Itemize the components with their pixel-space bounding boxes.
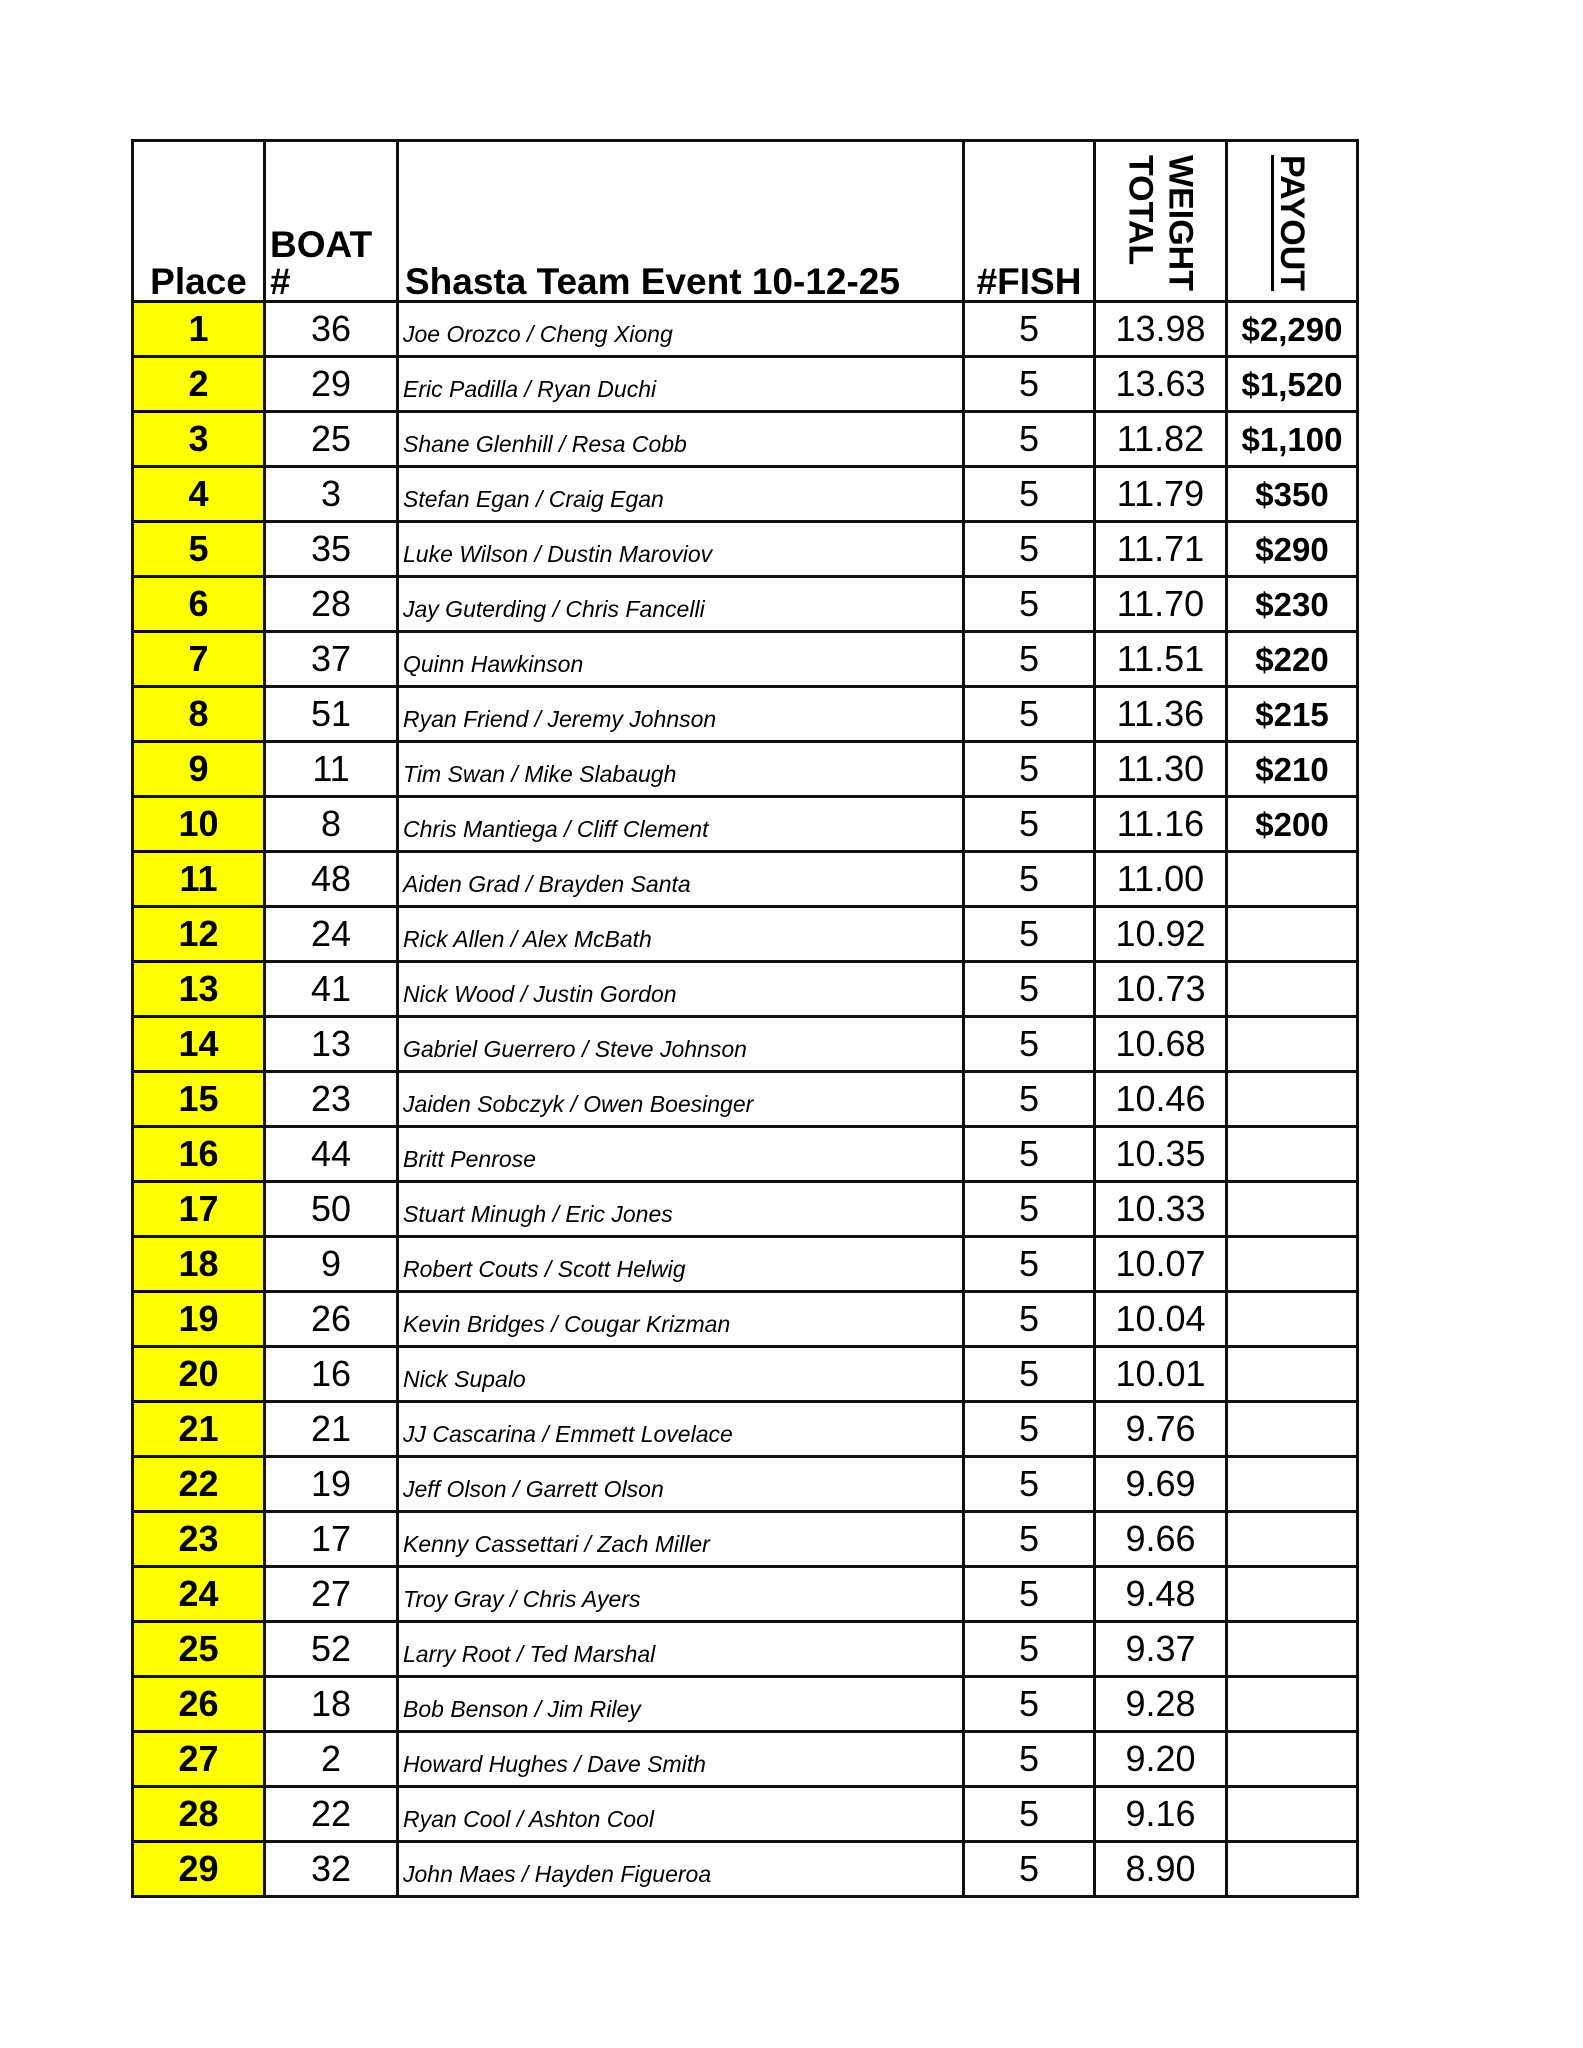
team-names-cell: Bob Benson / Jim Riley xyxy=(398,1677,964,1732)
place-cell: 21 xyxy=(133,1402,265,1457)
weight-total-cell: 11.79 xyxy=(1095,467,1227,522)
payout-cell: $220 xyxy=(1227,632,1358,687)
table-row xyxy=(133,302,1358,357)
boat-number-cell: 44 xyxy=(265,1127,398,1182)
place-cell: 6 xyxy=(133,577,265,632)
boat-number-cell: 2 xyxy=(265,1732,398,1787)
payout-cell xyxy=(1227,1182,1358,1237)
team-names-cell: JJ Cascarina / Emmett Lovelace xyxy=(398,1402,964,1457)
team-names-cell: Quinn Hawkinson xyxy=(398,632,964,687)
table-row xyxy=(133,577,1358,632)
table-row xyxy=(133,1072,1358,1127)
payout-cell: $210 xyxy=(1227,742,1358,797)
table-row xyxy=(133,632,1358,687)
boat-number-cell: 16 xyxy=(265,1347,398,1402)
fish-count-cell: 5 xyxy=(964,797,1095,852)
fish-count-cell: 5 xyxy=(964,1292,1095,1347)
team-names-cell: Aiden Grad / Brayden Santa xyxy=(398,852,964,907)
header-fish-count: #FISH xyxy=(964,141,1095,302)
boat-number-cell: 50 xyxy=(265,1182,398,1237)
team-names-cell: Tim Swan / Mike Slabaugh xyxy=(398,742,964,797)
payout-cell xyxy=(1227,1292,1358,1347)
place-cell: 25 xyxy=(133,1622,265,1677)
boat-number-cell: 11 xyxy=(265,742,398,797)
place-cell: 15 xyxy=(133,1072,265,1127)
weight-total-cell: 11.30 xyxy=(1095,742,1227,797)
payout-cell: $230 xyxy=(1227,577,1358,632)
fish-count-cell: 5 xyxy=(964,522,1095,577)
payout-cell: $2,290 xyxy=(1227,302,1358,357)
fish-count-cell: 5 xyxy=(964,1347,1095,1402)
place-cell: 11 xyxy=(133,852,265,907)
payout-cell: $200 xyxy=(1227,797,1358,852)
table-row xyxy=(133,357,1358,412)
team-names-cell: Luke Wilson / Dustin Maroviov xyxy=(398,522,964,577)
weight-total-cell: 10.73 xyxy=(1095,962,1227,1017)
team-names-cell: Joe Orozco / Cheng Xiong xyxy=(398,302,964,357)
team-names-cell: Stefan Egan / Craig Egan xyxy=(398,467,964,522)
boat-number-cell: 22 xyxy=(265,1787,398,1842)
weight-total-cell: 9.76 xyxy=(1095,1402,1227,1457)
boat-number-cell: 48 xyxy=(265,852,398,907)
place-cell: 5 xyxy=(133,522,265,577)
team-names-cell: Gabriel Guerrero / Steve Johnson xyxy=(398,1017,964,1072)
place-cell: 1 xyxy=(133,302,265,357)
fish-count-cell: 5 xyxy=(964,632,1095,687)
place-cell: 10 xyxy=(133,797,265,852)
team-names-cell: Howard Hughes / Dave Smith xyxy=(398,1732,964,1787)
team-names-cell: Chris Mantiega / Cliff Clement xyxy=(398,797,964,852)
header-event-title: Shasta Team Event 10-12-25 xyxy=(398,141,964,302)
table-row xyxy=(133,852,1358,907)
boat-number-cell: 36 xyxy=(265,302,398,357)
team-names-cell: Nick Supalo xyxy=(398,1347,964,1402)
boat-number-cell: 35 xyxy=(265,522,398,577)
fish-count-cell: 5 xyxy=(964,1017,1095,1072)
fish-count-cell: 5 xyxy=(964,1732,1095,1787)
payout-cell xyxy=(1227,1402,1358,1457)
header-payout-label: PAYOUT xyxy=(1273,154,1311,292)
table-row xyxy=(133,742,1358,797)
weight-total-cell: 11.70 xyxy=(1095,577,1227,632)
boat-number-cell: 52 xyxy=(265,1622,398,1677)
table-row xyxy=(133,1787,1358,1842)
boat-number-cell: 8 xyxy=(265,797,398,852)
weight-total-cell: 10.92 xyxy=(1095,907,1227,962)
weight-total-cell: 9.28 xyxy=(1095,1677,1227,1732)
payout-cell xyxy=(1227,907,1358,962)
place-cell: 12 xyxy=(133,907,265,962)
weight-total-cell: 9.69 xyxy=(1095,1457,1227,1512)
team-names-cell: Jay Guterding / Chris Fancelli xyxy=(398,577,964,632)
boat-number-cell: 25 xyxy=(265,412,398,467)
team-names-cell: Nick Wood / Justin Gordon xyxy=(398,962,964,1017)
weight-total-cell: 10.46 xyxy=(1095,1072,1227,1127)
payout-cell: $1,100 xyxy=(1227,412,1358,467)
payout-cell xyxy=(1227,1512,1358,1567)
boat-number-cell: 23 xyxy=(265,1072,398,1127)
table-row xyxy=(133,1512,1358,1567)
boat-number-cell: 21 xyxy=(265,1402,398,1457)
place-cell: 9 xyxy=(133,742,265,797)
place-cell: 16 xyxy=(133,1127,265,1182)
team-names-cell: Shane Glenhill / Resa Cobb xyxy=(398,412,964,467)
weight-total-cell: 10.04 xyxy=(1095,1292,1227,1347)
place-cell: 3 xyxy=(133,412,265,467)
team-names-cell: Robert Couts / Scott Helwig xyxy=(398,1237,964,1292)
team-names-cell: Ryan Cool / Ashton Cool xyxy=(398,1787,964,1842)
payout-cell xyxy=(1227,1457,1358,1512)
table-row xyxy=(133,412,1358,467)
fish-count-cell: 5 xyxy=(964,1127,1095,1182)
weight-total-cell: 11.36 xyxy=(1095,687,1227,742)
place-cell: 13 xyxy=(133,962,265,1017)
team-names-cell: Troy Gray / Chris Ayers xyxy=(398,1567,964,1622)
table-row xyxy=(133,907,1358,962)
fish-count-cell: 5 xyxy=(964,1512,1095,1567)
team-names-cell: Rick Allen / Alex McBath xyxy=(398,907,964,962)
place-cell: 18 xyxy=(133,1237,265,1292)
payout-cell xyxy=(1227,1677,1358,1732)
place-cell: 27 xyxy=(133,1732,265,1787)
payout-cell: $350 xyxy=(1227,467,1358,522)
boat-number-cell: 51 xyxy=(265,687,398,742)
team-names-cell: Britt Penrose xyxy=(398,1127,964,1182)
fish-count-cell: 5 xyxy=(964,357,1095,412)
payout-cell xyxy=(1227,1017,1358,1072)
fish-count-cell: 5 xyxy=(964,1237,1095,1292)
fish-count-cell: 5 xyxy=(964,412,1095,467)
payout-cell xyxy=(1227,1347,1358,1402)
place-cell: 7 xyxy=(133,632,265,687)
boat-number-cell: 29 xyxy=(265,357,398,412)
weight-total-cell: 10.35 xyxy=(1095,1127,1227,1182)
payout-cell xyxy=(1227,1787,1358,1842)
weight-total-cell: 13.98 xyxy=(1095,302,1227,357)
weight-total-cell: 11.16 xyxy=(1095,797,1227,852)
table-row xyxy=(133,687,1358,742)
fish-count-cell: 5 xyxy=(964,852,1095,907)
place-cell: 22 xyxy=(133,1457,265,1512)
table-row xyxy=(133,1567,1358,1622)
table-row xyxy=(133,1347,1358,1402)
boat-number-cell: 24 xyxy=(265,907,398,962)
table-row xyxy=(133,1292,1358,1347)
results-body xyxy=(133,302,1358,1897)
place-cell: 4 xyxy=(133,467,265,522)
weight-total-cell: 8.90 xyxy=(1095,1842,1227,1897)
boat-number-cell: 27 xyxy=(265,1567,398,1622)
fish-count-cell: 5 xyxy=(964,1842,1095,1897)
weight-total-cell: 11.00 xyxy=(1095,852,1227,907)
team-names-cell: Larry Root / Ted Marshal xyxy=(398,1622,964,1677)
boat-number-cell: 3 xyxy=(265,467,398,522)
table-row xyxy=(133,1457,1358,1512)
boat-number-cell: 41 xyxy=(265,962,398,1017)
team-names-cell: Jeff Olson / Garrett Olson xyxy=(398,1457,964,1512)
fish-count-cell: 5 xyxy=(964,467,1095,522)
payout-cell xyxy=(1227,1622,1358,1677)
weight-total-cell: 9.16 xyxy=(1095,1787,1227,1842)
boat-number-cell: 26 xyxy=(265,1292,398,1347)
table-row xyxy=(133,962,1358,1017)
boat-number-cell: 13 xyxy=(265,1017,398,1072)
team-names-cell: Stuart Minugh / Eric Jones xyxy=(398,1182,964,1237)
weight-total-cell: 9.48 xyxy=(1095,1567,1227,1622)
fish-count-cell: 5 xyxy=(964,742,1095,797)
place-cell: 28 xyxy=(133,1787,265,1842)
weight-total-cell: 10.68 xyxy=(1095,1017,1227,1072)
team-names-cell: John Maes / Hayden Figueroa xyxy=(398,1842,964,1897)
payout-cell xyxy=(1227,1127,1358,1182)
weight-total-cell: 11.51 xyxy=(1095,632,1227,687)
fish-count-cell: 5 xyxy=(964,1567,1095,1622)
place-cell: 17 xyxy=(133,1182,265,1237)
team-names-cell: Kenny Cassettari / Zach Miller xyxy=(398,1512,964,1567)
weight-total-cell: 9.37 xyxy=(1095,1622,1227,1677)
team-names-cell: Jaiden Sobczyk / Owen Boesinger xyxy=(398,1072,964,1127)
payout-cell xyxy=(1227,1842,1358,1897)
header-weight-total-label: WEIGHT TOTAL xyxy=(1121,155,1200,291)
results-table xyxy=(131,139,1359,1898)
boat-number-cell: 32 xyxy=(265,1842,398,1897)
payout-cell: $1,520 xyxy=(1227,357,1358,412)
header-boat-number: BOAT # xyxy=(265,141,398,302)
payout-cell xyxy=(1227,852,1358,907)
header-row xyxy=(133,141,1358,302)
payout-cell xyxy=(1227,1732,1358,1787)
weight-total-cell: 10.07 xyxy=(1095,1237,1227,1292)
table-row xyxy=(133,1622,1358,1677)
fish-count-cell: 5 xyxy=(964,577,1095,632)
fish-count-cell: 5 xyxy=(964,1457,1095,1512)
boat-number-cell: 37 xyxy=(265,632,398,687)
fish-count-cell: 5 xyxy=(964,1787,1095,1842)
table-row xyxy=(133,1842,1358,1897)
header-payout xyxy=(1227,141,1358,302)
table-row xyxy=(133,1182,1358,1237)
fish-count-cell: 5 xyxy=(964,302,1095,357)
table-row xyxy=(133,1732,1358,1787)
weight-total-cell: 11.71 xyxy=(1095,522,1227,577)
fish-count-cell: 5 xyxy=(964,1677,1095,1732)
table-row xyxy=(133,467,1358,522)
fish-count-cell: 5 xyxy=(964,1622,1095,1677)
table-row xyxy=(133,1127,1358,1182)
weight-total-cell: 10.01 xyxy=(1095,1347,1227,1402)
payout-cell: $215 xyxy=(1227,687,1358,742)
payout-cell xyxy=(1227,1567,1358,1622)
payout-cell xyxy=(1227,962,1358,1017)
boat-number-cell: 18 xyxy=(265,1677,398,1732)
fish-count-cell: 5 xyxy=(964,1182,1095,1237)
boat-number-cell: 28 xyxy=(265,577,398,632)
table-row xyxy=(133,1017,1358,1072)
weight-total-cell: 9.20 xyxy=(1095,1732,1227,1787)
table-row xyxy=(133,1402,1358,1457)
table-row xyxy=(133,1237,1358,1292)
place-cell: 23 xyxy=(133,1512,265,1567)
place-cell: 20 xyxy=(133,1347,265,1402)
place-cell: 2 xyxy=(133,357,265,412)
weight-total-cell: 13.63 xyxy=(1095,357,1227,412)
weight-total-cell: 11.82 xyxy=(1095,412,1227,467)
fish-count-cell: 5 xyxy=(964,907,1095,962)
team-names-cell: Eric Padilla / Ryan Duchi xyxy=(398,357,964,412)
header-place: Place xyxy=(133,141,265,302)
boat-number-cell: 19 xyxy=(265,1457,398,1512)
place-cell: 8 xyxy=(133,687,265,742)
payout-cell xyxy=(1227,1072,1358,1127)
weight-total-cell: 9.66 xyxy=(1095,1512,1227,1567)
weight-total-cell: 10.33 xyxy=(1095,1182,1227,1237)
fish-count-cell: 5 xyxy=(964,1072,1095,1127)
place-cell: 24 xyxy=(133,1567,265,1622)
table-row xyxy=(133,797,1358,852)
team-names-cell: Kevin Bridges / Cougar Krizman xyxy=(398,1292,964,1347)
place-cell: 14 xyxy=(133,1017,265,1072)
payout-cell: $290 xyxy=(1227,522,1358,577)
payout-cell xyxy=(1227,1237,1358,1292)
place-cell: 26 xyxy=(133,1677,265,1732)
place-cell: 19 xyxy=(133,1292,265,1347)
table-row xyxy=(133,522,1358,577)
fish-count-cell: 5 xyxy=(964,962,1095,1017)
boat-number-cell: 9 xyxy=(265,1237,398,1292)
boat-number-cell: 17 xyxy=(265,1512,398,1567)
fish-count-cell: 5 xyxy=(964,1402,1095,1457)
fish-count-cell: 5 xyxy=(964,687,1095,742)
table-row xyxy=(133,1677,1358,1732)
team-names-cell: Ryan Friend / Jeremy Johnson xyxy=(398,687,964,742)
place-cell: 29 xyxy=(133,1842,265,1897)
header-weight-total xyxy=(1095,141,1227,302)
